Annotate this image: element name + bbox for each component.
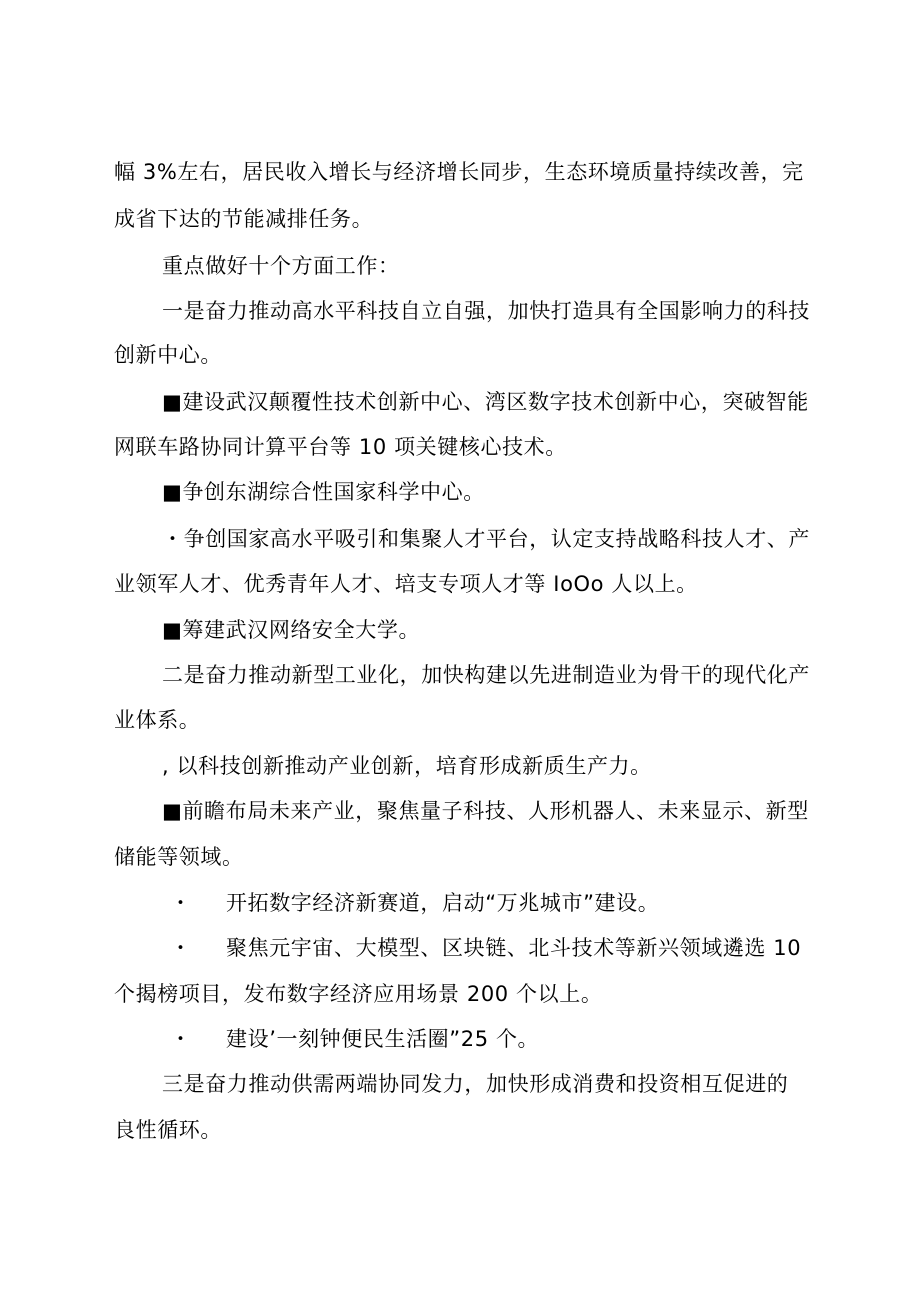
- paragraph-line: 创新中心。: [114, 343, 222, 367]
- paragraph-line: ・争创国家高水平吸引和集聚人才平台，认定支持战略科技人才、产: [162, 527, 810, 551]
- paragraph-line: 建设’一刻钟便民生活圈”25 个。: [226, 1027, 540, 1051]
- paragraph-line: 三是奋力推动供需两端协同发力，加快形成消费和投资相互促进的: [162, 1072, 789, 1096]
- bullet-dot: ・: [170, 936, 191, 960]
- paragraph-line: ■前瞻布局未来产业，聚焦量子科技、人形机器人、未来显示、新型: [162, 799, 809, 823]
- paragraph-line: 业体系。: [114, 708, 201, 732]
- paragraph-line: 良性循环。: [114, 1118, 222, 1142]
- paragraph-line: 聚焦元宇宙、大模型、区块链、北斗技术等新兴领域遴选 10: [226, 936, 802, 960]
- bullet-dot: ・: [170, 891, 191, 915]
- paragraph-line: ■建设武汉颠覆性技术创新中心、湾区数字技术创新中心，突破智能: [162, 390, 809, 414]
- bullet-dot: ・: [170, 1027, 191, 1051]
- paragraph-line: 个揭榜项目，发布数字经济应用场景 200 个以上。: [114, 982, 603, 1006]
- paragraph-line: 一是奋力推动高水平科技自立自强，加快打造具有全国影响力的科技: [162, 299, 810, 323]
- paragraph-line: 重点做好十个方面工作：: [162, 254, 400, 278]
- paragraph-line: 网联车路协同计算平台等 10 项关键核心技术。: [114, 435, 567, 459]
- paragraph-line: 储能等领域。: [114, 845, 244, 869]
- paragraph-line: ■筹建武汉网络安全大学。: [162, 618, 421, 642]
- paragraph-line: 开拓数字经济新赛道，启动“万兆城市”建设。: [226, 891, 660, 915]
- paragraph-line: 二是奋力推动新型工业化，加快构建以先进制造业为骨干的现代化产: [162, 663, 810, 687]
- paragraph-line: , 以科技创新推动产业创新，培育形成新质生产力。: [162, 754, 652, 778]
- paragraph-line: 幅 3%左右，居民收入增长与经济增长同步，生态环境质量持续改善，完: [114, 160, 804, 184]
- paragraph-line: 成省下达的节能减排任务。: [114, 207, 374, 231]
- paragraph-line: 业领军人才、优秀青年人才、培支专项人才等 IoOo 人以上。: [114, 572, 698, 596]
- paragraph-line: ■争创东湖综合性国家科学中心。: [162, 480, 485, 504]
